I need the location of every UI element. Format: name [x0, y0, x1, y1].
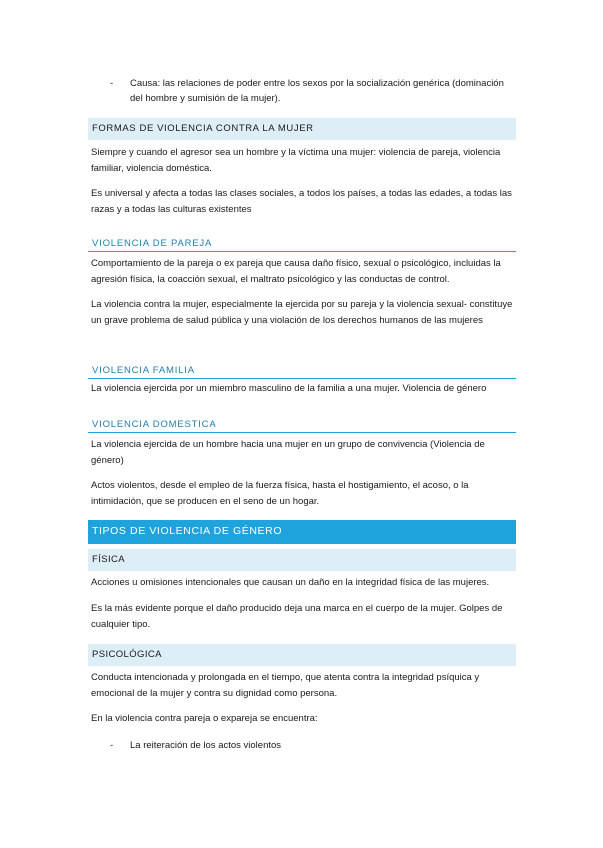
bullet-text: Causa: las relaciones de poder entre los sexos por la socialización genérica (dominación del hombre y sumisión de la mujer).: [130, 78, 504, 104]
paragraph: Siempre y cuando el agresor sea un hombre y la víctima una mujer: violencia de pareja, violencia familiar, violencia doméstica.: [91, 147, 501, 174]
section-header-formas: [88, 118, 516, 140]
subsection-header-domestica: [88, 414, 516, 433]
paragraph: Comportamiento de la pareja o ex pareja que causa daño físico, sexual o psicológico, incluidas la agresión física, la coacción sexual, el maltrato psicológico y las conductas de control.: [91, 258, 501, 285]
section-title: TIPOS DE VIOLENCIA DE GÉNERO: [92, 525, 283, 537]
paragraph: Acciones u omisiones intencionales que causan un daño en la integridad física de las mujeres.: [91, 577, 490, 588]
subsection-title: VIOLENCIA FAMILIA: [92, 365, 195, 376]
paragraph: Actos violentos, desde el empleo de la fuerza física, hasta el hostigamiento, el acoso, o la intimidación, que se producen en el seno de un hogar.: [91, 480, 469, 507]
paragraph: Conducta intencionada y prolongada en el tiempo, que atenta contra la integridad psíquica y emocional de la mujer y contra su dignidad como persona.: [91, 672, 480, 699]
paragraph: En la violencia contra pareja o expareja se encuentra:: [91, 713, 318, 724]
paragraph: La violencia contra la mujer, especialmente la ejercida por su pareja y la violencia sexual- constituye un grave problema de salud pública y una violación de los derechos humanos de las mujeres: [91, 299, 513, 326]
subsection-header-fisica: [88, 549, 516, 571]
subsection-header-familia: [88, 360, 516, 379]
bullet-dash: -: [110, 740, 114, 751]
subsection-title: FÍSICA: [92, 554, 126, 565]
subsection-title: VIOLENCIA DE PAREJA: [92, 238, 213, 249]
paragraph: La violencia ejercida por un miembro masculino de la familia a una mujer. Violencia de género: [91, 383, 487, 394]
subsection-header-pareja: [88, 233, 516, 252]
paragraph: La violencia ejercida de un hombre hacia una mujer en un grupo de convivencia (Violencia de género): [91, 439, 485, 466]
paragraph: Es universal y afecta a todas las clases sociales, a todos los países, a todas las edades, a todas las razas y a todas las culturas existentes: [91, 188, 512, 215]
subsection-header-psicologica: [88, 644, 516, 666]
bullet-text: La reiteración de los actos violentos: [130, 740, 282, 751]
bullet-dash: -: [110, 78, 114, 89]
paragraph: Es la más evidente porque el daño producido deja una marca en el cuerpo de la mujer. Golpes de cualquier tipo.: [91, 603, 503, 630]
section-title: FORMAS DE VIOLENCIA CONTRA LA MUJER: [92, 123, 314, 134]
subsection-title: VIOLENCIA DOMESTICA: [92, 419, 217, 430]
section-header-tipos: [88, 520, 516, 544]
subsection-title: PSICOLÓGICA: [92, 649, 162, 660]
